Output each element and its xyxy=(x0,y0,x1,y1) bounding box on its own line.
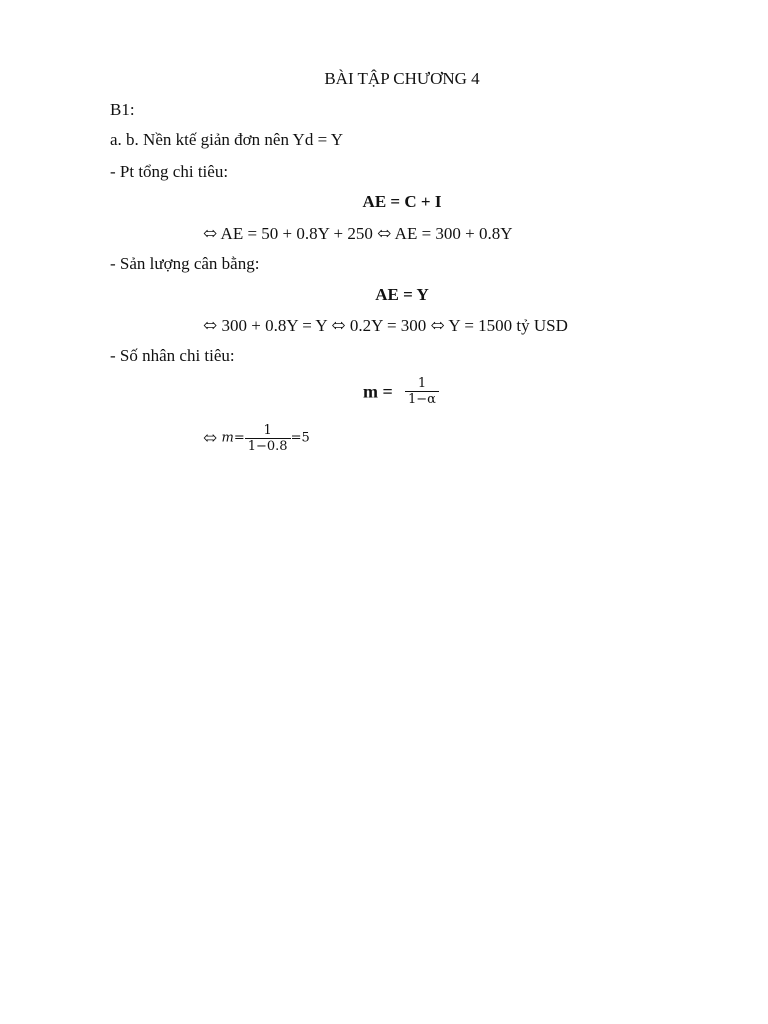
section-label: B1: xyxy=(110,100,135,119)
multiplier-denominator: 1−α xyxy=(405,391,439,407)
multiplier-numerator: 1 xyxy=(417,376,427,391)
result-numerator: 1 xyxy=(263,423,272,438)
equation-ae-y: AE = Y xyxy=(375,285,429,304)
multiplier-fraction xyxy=(405,376,439,407)
multiplier-result xyxy=(203,423,310,454)
document-title: BÀI TẬP CHƯƠNG 4 xyxy=(324,69,480,88)
heading-equilibrium: - Sản lượng cân bằng: xyxy=(110,254,260,273)
equation-ae-expanded: ⬄ AE = 50 + 0.8Y + 250 ⬄ AE = 300 + 0.8Y xyxy=(203,224,513,243)
multiplier-var: m xyxy=(221,430,234,446)
equation-ae: AE = C + I xyxy=(362,192,442,211)
result-value: =5 xyxy=(290,430,310,446)
multiplier-formula xyxy=(363,376,439,407)
equivalence-arrow: ⬄ xyxy=(203,428,218,448)
result-denominator: 1−0.8 xyxy=(245,438,291,454)
equals-sign: = xyxy=(233,430,245,446)
multiplier-lhs: m = xyxy=(363,381,393,402)
result-fraction xyxy=(245,423,291,454)
line-a: a. b. Nền ktế giản đơn nên Yd = Y xyxy=(110,130,344,149)
equation-equilibrium: ⬄ 300 + 0.8Y = Y ⬄ 0.2Y = 300 ⬄ Y = 1500 tỷ USD xyxy=(203,316,568,335)
heading-total-spending: - Pt tổng chi tiêu: xyxy=(110,162,229,181)
heading-multiplier: - Số nhân chi tiêu: xyxy=(110,346,235,365)
